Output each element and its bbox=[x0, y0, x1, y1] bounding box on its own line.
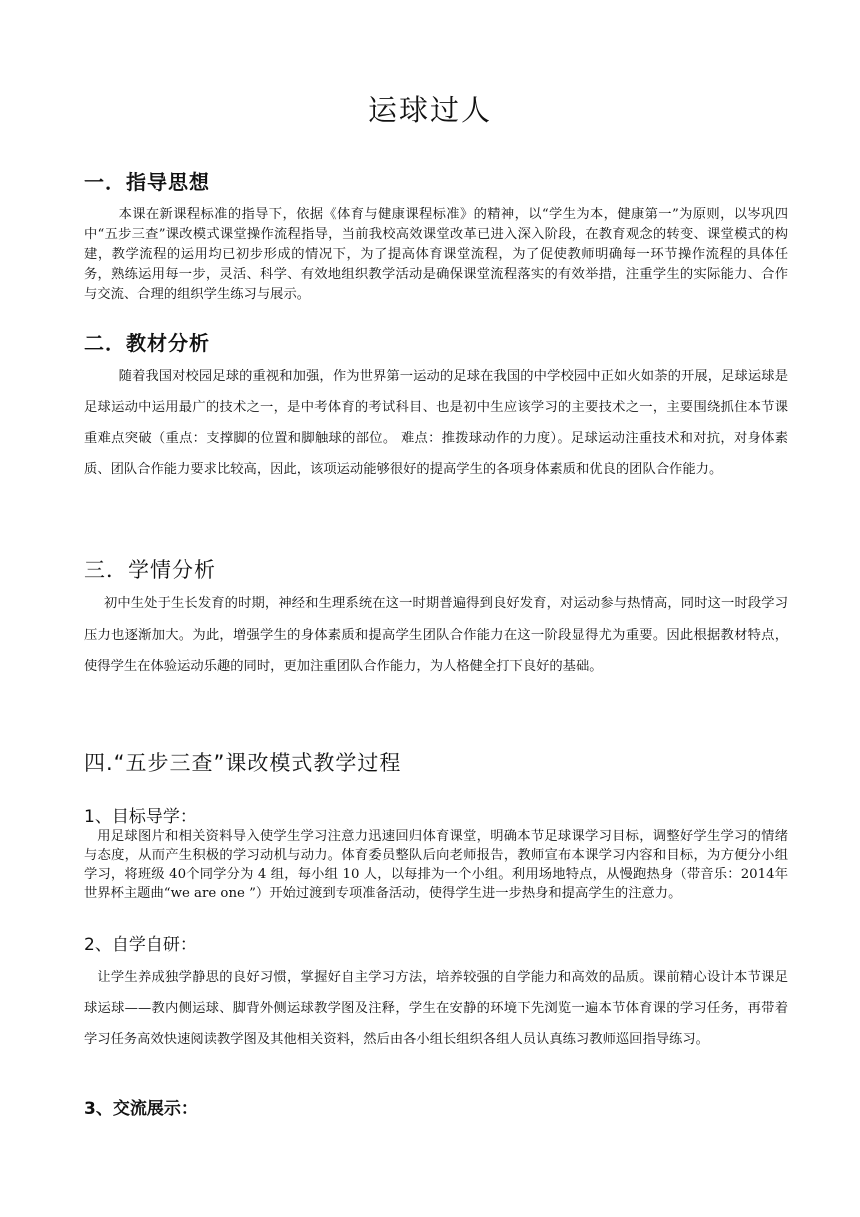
document-title: 运球过人 bbox=[367, 93, 492, 127]
subsection-heading-goal-guidance: 1、目标导学： bbox=[84, 807, 197, 827]
section-text-material-analysis: 随着我国对校园足球的重视和加强，作为世界第一运动的足球在我国的中学校园中正如火如荼的开展，足球运球是足球运动中运用最广的技术之一，是中考体育的考试科目、也是初中生应该学习的主要技术之一，主要围绕抓住本节课重难点突破（重点：支撑脚的位置和脚触球的部位。 难点：推拨球动作的力度）。足球运动注重技术和对抗，对身体素质、团队合作能力要求比较高，因此，该项运动能够很好的提高学生的各项身体素质和优良的团队合作能力。 bbox=[84, 369, 788, 477]
subsection-text-goal-guidance: 用足球图片和相关资料导入使学生学习注意力迅速回归体育课堂，明确本节足球课学习目标，调整好学生学习的情绪与态度，从而产生积极的学习动机与动力。体育委员整队后向老师报告，教师宣布本课学习内容和目标，为方便分小组学习，将班级 40个同学分为 4 组，每小组 10 人，以每排为一个小组。利用场地特点，从慢跑热身（带音乐：2014年世界杯主题曲“we are one ”）开始过渡到专项准备活动，使得学生进一步热身和提高学生的注意力。 bbox=[84, 829, 788, 901]
section-heading-guiding-thought: 一．指导思想 bbox=[84, 170, 210, 194]
section-heading-student-analysis: 三．学情分析 bbox=[84, 558, 216, 582]
subsection-heading-self-study: 2、自学自研： bbox=[84, 935, 197, 955]
section-text-guiding-thought: 本课在新课程标准的指导下，依据《体育与健康课程标准》的精神，以“学生为本，健康第一”为原则，以岑巩四中“五步三查”课改模式课堂操作流程指导，当前我校高效课堂改革已进入深入阶段，在教育观念的转变、课堂模式的构建，教学流程的运用均已初步形成的情况下，为了提高体育课堂流程，为了促使教师明确每一环节操作流程的具体任务，熟练运用每一步，灵活、科学、有效地组织教学活动是确保课堂流程落实的有效举措，注重学生的实际能力、合作与交流、合理的组织学生练习与展示。 bbox=[84, 207, 788, 302]
subsection-heading-exchange-display: 3、交流展示： bbox=[84, 1099, 198, 1119]
section-heading-material-analysis: 二．教材分析 bbox=[84, 331, 210, 355]
section-heading-teaching-process: 四.“五步三查”课改模式教学过程 bbox=[84, 751, 402, 775]
section-text-student-analysis: 初中生处于生长发育的时期，神经和生理系统在这一时期普遍得到良好发育，对运动参与热情高，同时这一时段学习压力也逐渐加大。为此，增强学生的身体素质和提高学生团队合作能力在这一阶段显得尤为重要。因此根据教材特点，使得学生在体验运动乐趣的同时，更加注重团队合作能力，为人格健全打下良好的基础。 bbox=[84, 596, 788, 674]
subsection-text-self-study: 让学生养成独学静思的良好习惯，掌握好自主学习方法，培养较强的自学能力和高效的品质。课前精心设计本节课足球运球——教内侧运球、脚背外侧运球教学图及注释，学生在安静的环境下先浏览一遍本节体育课的学习任务，再带着学习任务高效快速阅读教学图及其他相关资料，然后由各小组长组织各组人员认真练习教师巡回指导练习。 bbox=[84, 970, 788, 1047]
